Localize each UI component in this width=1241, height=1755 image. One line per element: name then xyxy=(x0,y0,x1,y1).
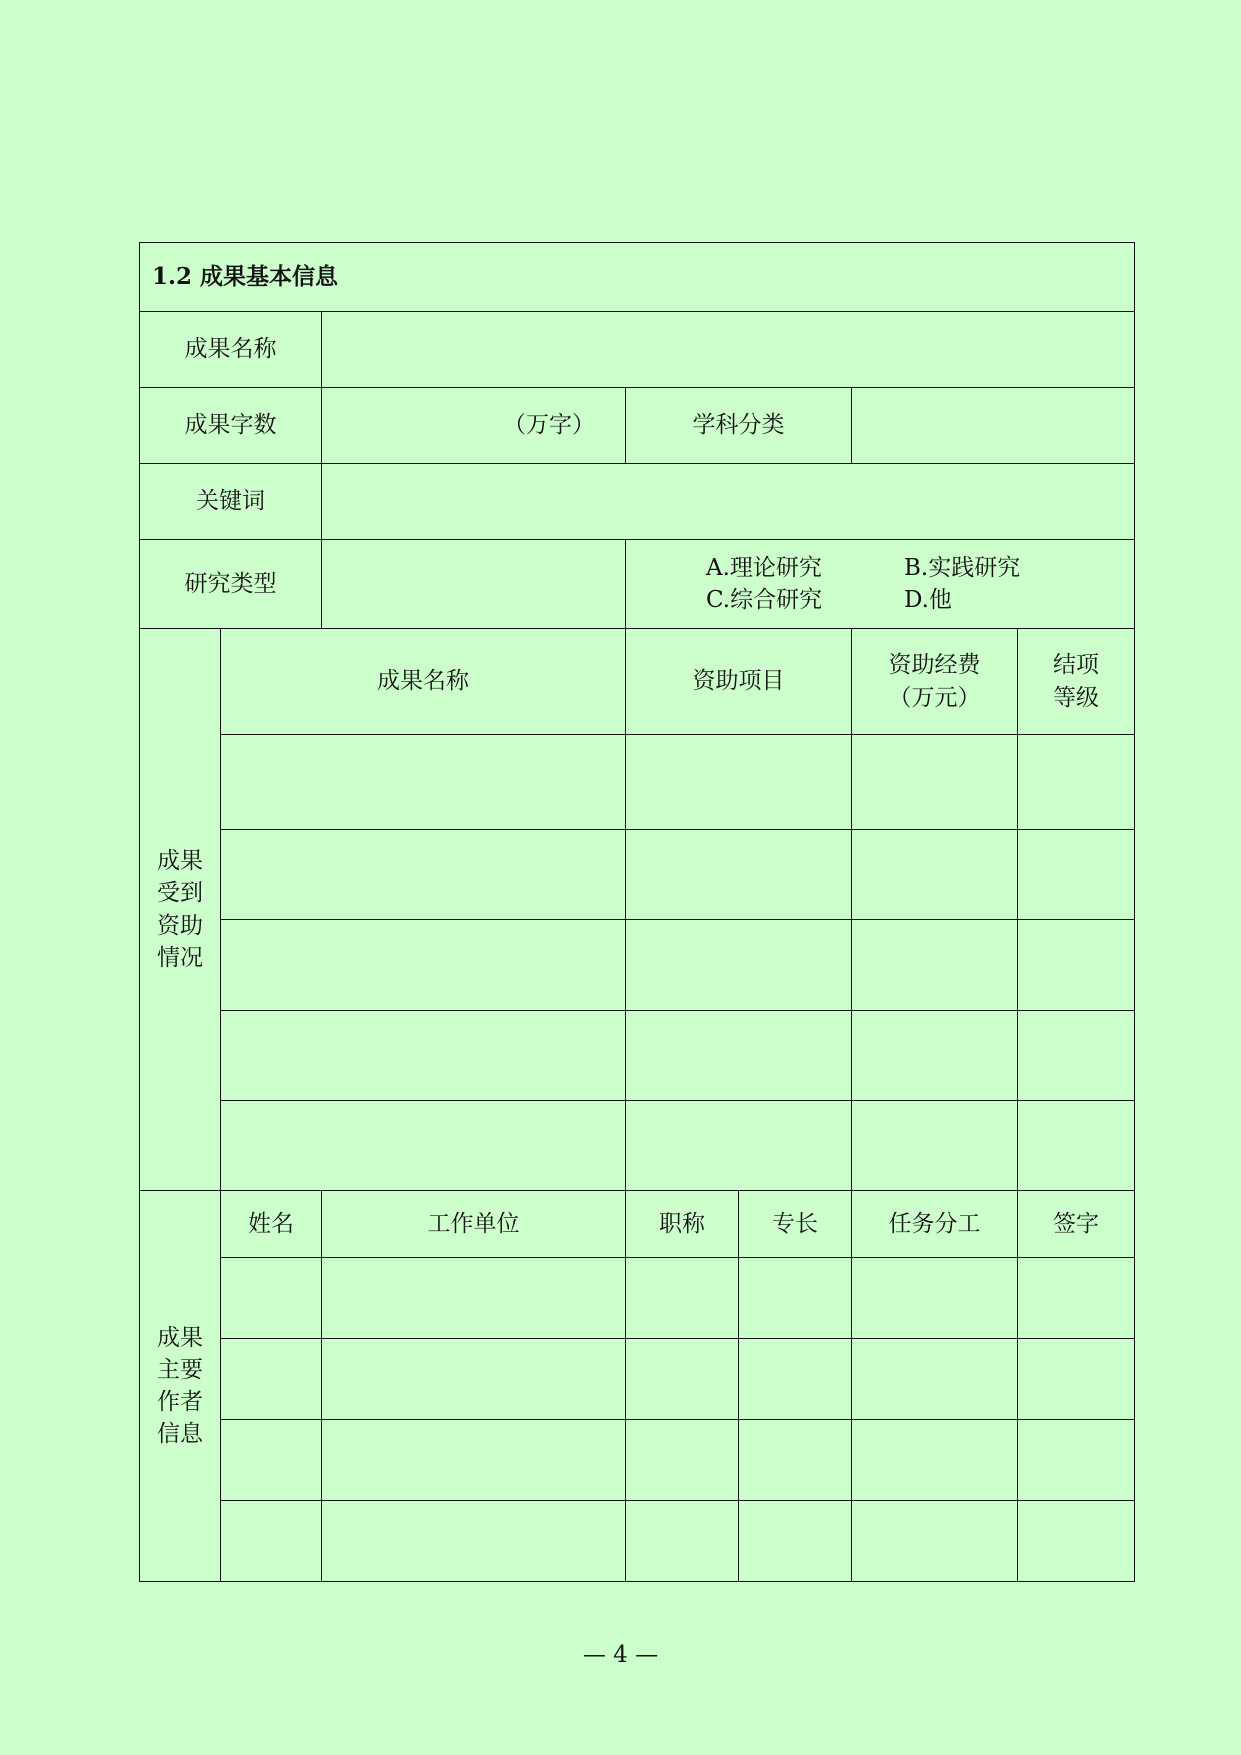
funding-name-cell[interactable] xyxy=(221,1011,626,1101)
funding-project-cell[interactable] xyxy=(626,735,852,830)
funding-name-cell[interactable] xyxy=(221,735,626,830)
authors-header-unit: 工作单位 xyxy=(322,1191,626,1258)
option-b: B.实践研究 xyxy=(904,554,1021,581)
author-name-cell[interactable] xyxy=(221,1420,322,1501)
funding-row xyxy=(140,1011,1135,1101)
author-row xyxy=(140,1501,1135,1582)
author-task-cell[interactable] xyxy=(852,1258,1018,1339)
word-count-label: 成果字数 xyxy=(140,388,322,464)
author-title-cell[interactable] xyxy=(626,1339,739,1420)
funding-grade-cell[interactable] xyxy=(1018,830,1135,920)
author-row xyxy=(140,1339,1135,1420)
funding-project-cell[interactable] xyxy=(626,1011,852,1101)
page-number: — 4 — xyxy=(582,1642,659,1668)
authors-header-name: 姓名 xyxy=(221,1191,322,1258)
author-title-cell[interactable] xyxy=(626,1258,739,1339)
author-title-cell[interactable] xyxy=(626,1420,739,1501)
author-signature-cell[interactable] xyxy=(1018,1501,1135,1582)
author-unit-cell[interactable] xyxy=(322,1339,626,1420)
authors-side-label: 成果 主要 作者 信息 xyxy=(140,1191,221,1582)
author-specialty-cell[interactable] xyxy=(739,1420,852,1501)
author-task-cell[interactable] xyxy=(852,1420,1018,1501)
option-a: A.理论研究 xyxy=(706,554,822,581)
funding-header-amount: 资助经费 （万元） xyxy=(852,629,1018,735)
funding-side-label: 成果 受到 资助 情况 xyxy=(140,629,221,1191)
authors-header-signature: 签字 xyxy=(1018,1191,1135,1258)
author-signature-cell[interactable] xyxy=(1018,1339,1135,1420)
funding-grade-cell[interactable] xyxy=(1018,1011,1135,1101)
funding-project-cell[interactable] xyxy=(626,1101,852,1191)
name-label: 成果名称 xyxy=(140,312,322,388)
research-type-field[interactable] xyxy=(322,540,626,629)
section-title: 1.2 成果基本信息 xyxy=(140,243,1135,312)
funding-amount-cell[interactable] xyxy=(852,1101,1018,1191)
funding-project-cell[interactable] xyxy=(626,920,852,1011)
achievement-info-form xyxy=(139,242,1135,1582)
option-d: D.他 xyxy=(904,587,952,613)
funding-project-cell[interactable] xyxy=(626,830,852,920)
discipline-field[interactable] xyxy=(852,388,1135,464)
name-field[interactable] xyxy=(322,312,1135,388)
option-c: C.综合研究 xyxy=(706,587,823,613)
funding-name-cell[interactable] xyxy=(221,920,626,1011)
funding-row xyxy=(140,830,1135,920)
funding-grade-cell[interactable] xyxy=(1018,735,1135,830)
author-name-cell[interactable] xyxy=(221,1339,322,1420)
research-type-options xyxy=(626,540,1135,629)
author-specialty-cell[interactable] xyxy=(739,1501,852,1582)
author-unit-cell[interactable] xyxy=(322,1420,626,1501)
funding-header-grade: 结项 等级 xyxy=(1018,629,1135,735)
author-signature-cell[interactable] xyxy=(1018,1258,1135,1339)
research-type-label: 研究类型 xyxy=(140,540,322,629)
author-specialty-cell[interactable] xyxy=(739,1339,852,1420)
authors-header-title: 职称 xyxy=(626,1191,739,1258)
funding-name-cell[interactable] xyxy=(221,1101,626,1191)
funding-row xyxy=(140,920,1135,1011)
author-task-cell[interactable] xyxy=(852,1501,1018,1582)
funding-row xyxy=(140,735,1135,830)
funding-name-cell[interactable] xyxy=(221,830,626,920)
keywords-label: 关键词 xyxy=(140,464,322,540)
funding-amount-cell[interactable] xyxy=(852,830,1018,920)
funding-grade-cell[interactable] xyxy=(1018,1101,1135,1191)
word-count-field[interactable]: （万字） xyxy=(322,388,626,464)
author-unit-cell[interactable] xyxy=(322,1258,626,1339)
keywords-field[interactable] xyxy=(322,464,1135,540)
funding-header-name: 成果名称 xyxy=(221,629,626,735)
author-name-cell[interactable] xyxy=(221,1501,322,1582)
author-row xyxy=(140,1258,1135,1339)
funding-amount-cell[interactable] xyxy=(852,735,1018,830)
funding-grade-cell[interactable] xyxy=(1018,920,1135,1011)
author-title-cell[interactable] xyxy=(626,1501,739,1582)
funding-header-project: 资助项目 xyxy=(626,629,852,735)
funding-amount-cell[interactable] xyxy=(852,920,1018,1011)
funding-row xyxy=(140,1101,1135,1191)
author-specialty-cell[interactable] xyxy=(739,1258,852,1339)
authors-header-specialty: 专长 xyxy=(739,1191,852,1258)
author-signature-cell[interactable] xyxy=(1018,1420,1135,1501)
author-task-cell[interactable] xyxy=(852,1339,1018,1420)
discipline-label: 学科分类 xyxy=(626,388,852,464)
author-name-cell[interactable] xyxy=(221,1258,322,1339)
author-row xyxy=(140,1420,1135,1501)
author-unit-cell[interactable] xyxy=(322,1501,626,1582)
funding-amount-cell[interactable] xyxy=(852,1011,1018,1101)
authors-header-task: 任务分工 xyxy=(852,1191,1018,1258)
